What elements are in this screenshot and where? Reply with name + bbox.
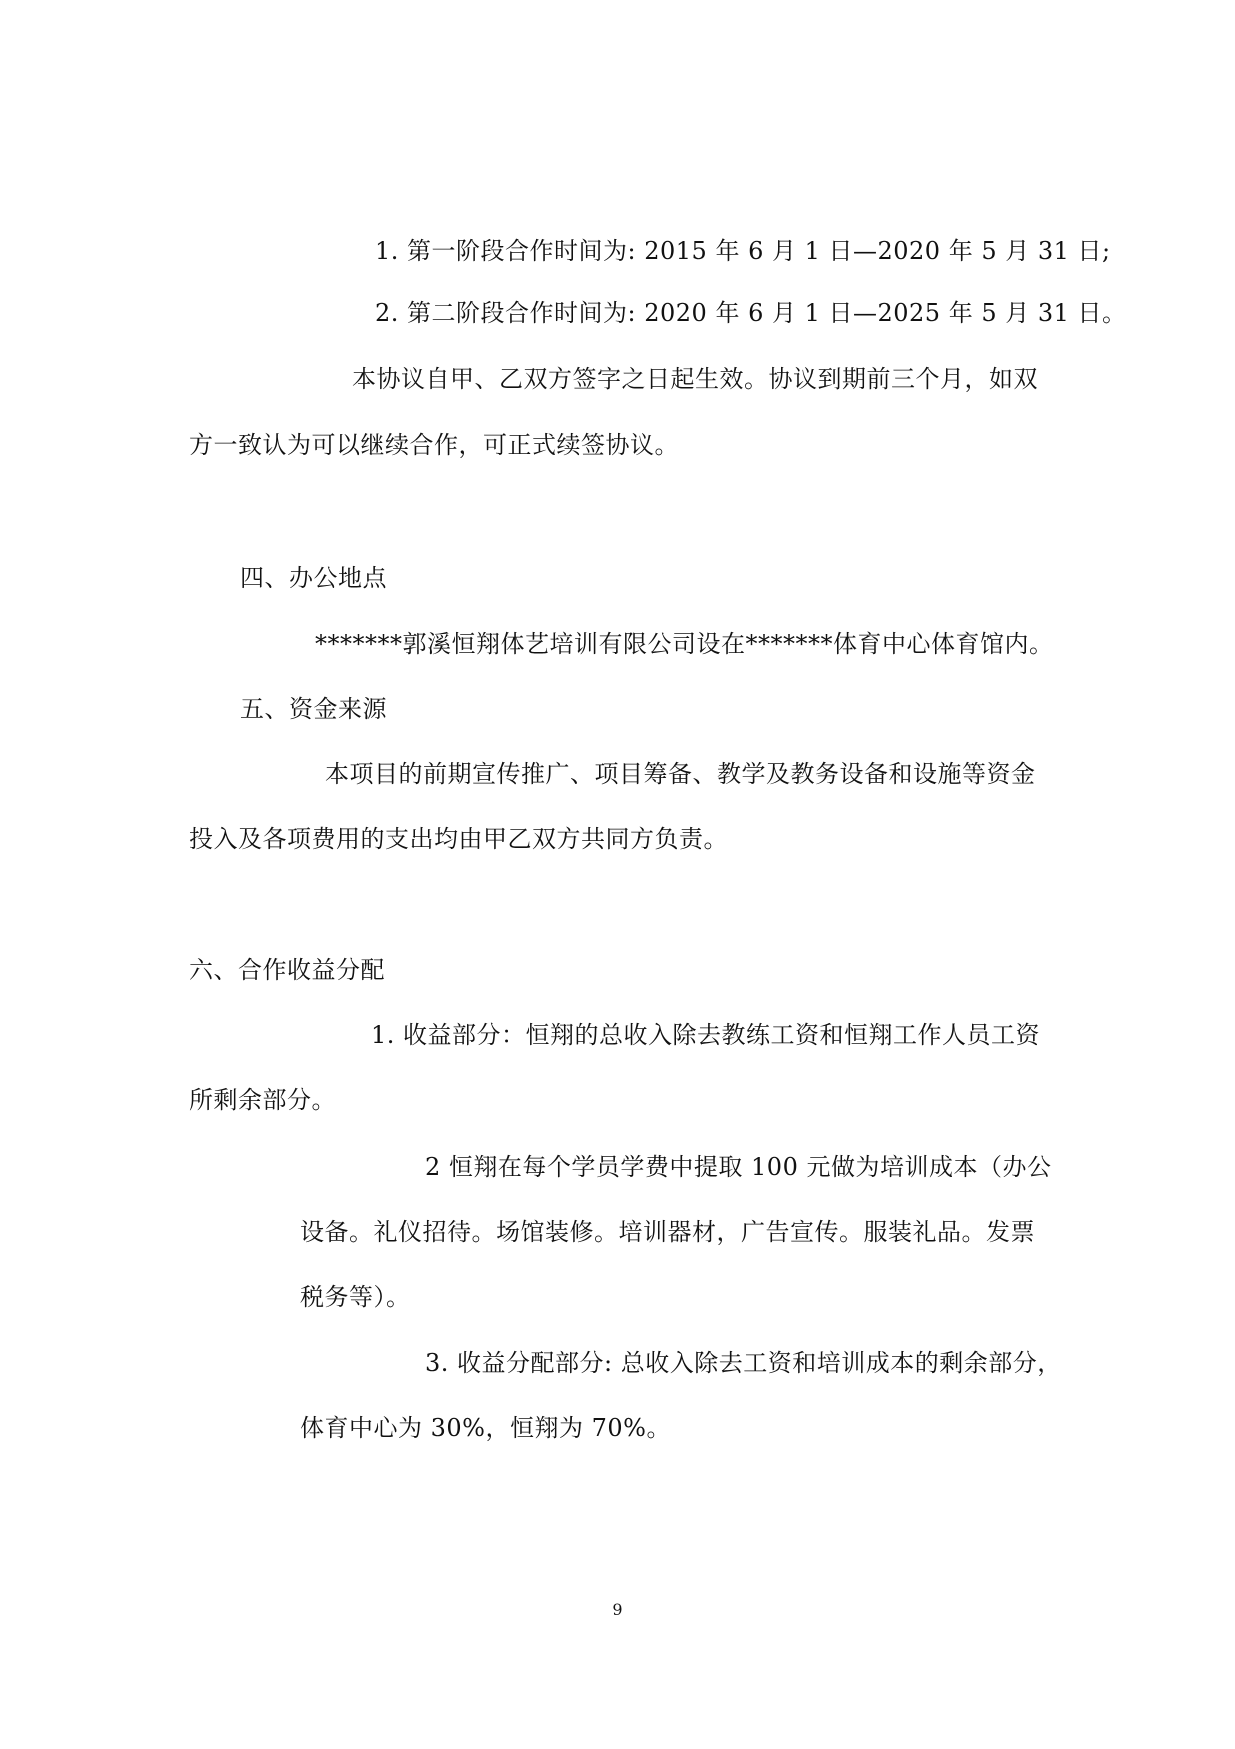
section6-item1-line2: 所剩余部分。 <box>189 1086 336 1114</box>
section5-heading: 五、资金来源 <box>240 695 387 723</box>
page-number: 9 <box>612 1600 623 1619</box>
section6-heading: 六、合作收益分配 <box>189 956 385 984</box>
term-phase1: 1. 第一阶段合作时间为: 2015 年 6 月 1 日—2020 年 5 月 31 日; <box>375 237 1111 265</box>
section6-item3-line2: 体育中心为 30%，恒翔为 70%。 <box>300 1414 671 1442</box>
section4-heading: 四、办公地点 <box>240 564 387 592</box>
section6-item3-line1: 3. 收益分配部分: 总收入除去工资和培训成本的剩余部分， <box>425 1349 1062 1377</box>
section6-item2-line2: 设备。礼仪招待。场馆装修。培训器材，广告宣传。服装礼品。发票 <box>300 1218 1035 1246</box>
section5-body-line1: 本项目的前期宣传推广、项目筹备、教学及教务设备和设施等资金 <box>325 760 1036 788</box>
section6-item2-line3: 税务等）。 <box>300 1283 411 1311</box>
term-phase2: 2. 第二阶段合作时间为: 2020 年 6 月 1 日—2025 年 5 月 31 日。 <box>375 299 1127 327</box>
effective-line1: 本协议自甲、乙双方签字之日起生效。协议到期前三个月，如双 <box>352 365 1038 393</box>
section4-body: *******郭溪恒翔体艺培训有限公司设在*******体育中心体育馆内。 <box>315 630 1054 658</box>
section6-item2-line1: 2 恒翔在每个学员学费中提取 100 元做为培训成本（办公 <box>425 1153 1052 1181</box>
section6-item1-line1: 1. 收益部分：恒翔的总收入除去教练工资和恒翔工作人员工资 <box>371 1021 1041 1049</box>
effective-line2: 方一致认为可以继续合作，可正式续签协议。 <box>189 431 679 459</box>
section5-body-line2: 投入及各项费用的支出均由甲乙双方共同方负责。 <box>189 825 728 853</box>
